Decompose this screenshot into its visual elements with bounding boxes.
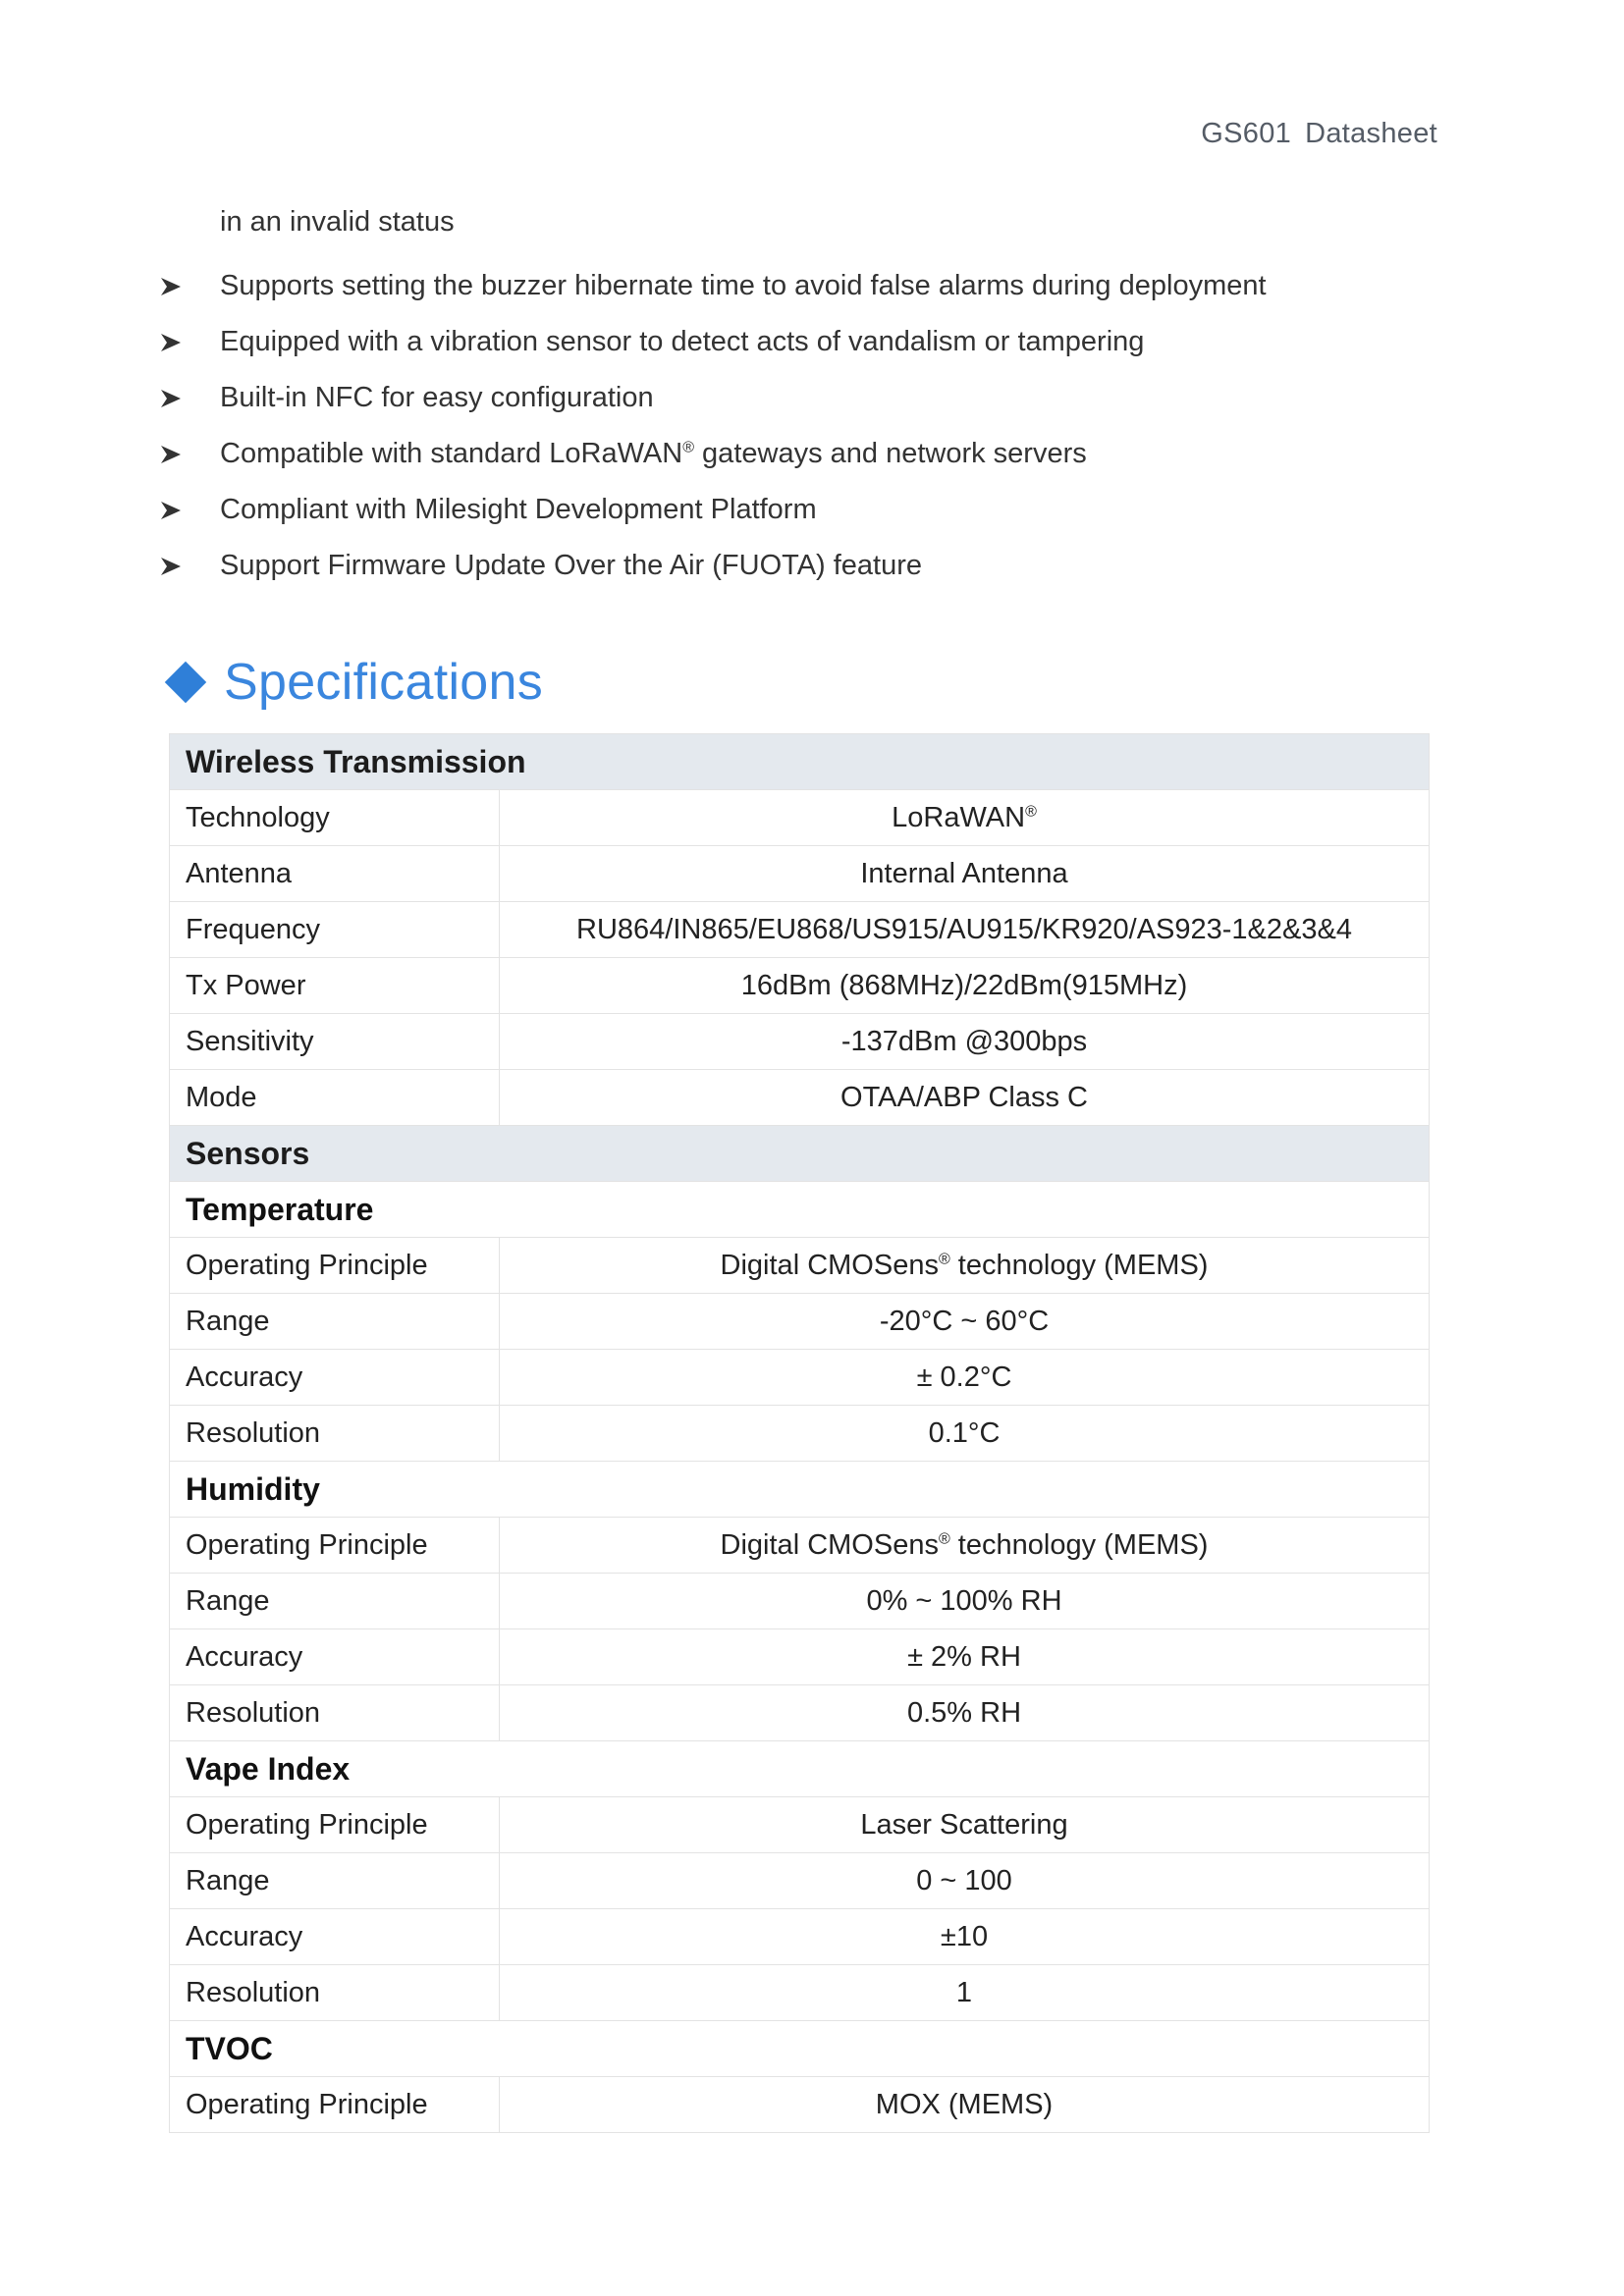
spec-label: Frequency [170, 902, 500, 958]
spec-value: 1 [500, 1965, 1430, 2021]
subgroup-row [170, 1182, 1430, 1238]
header-model: GS601 [1201, 118, 1292, 149]
table-row [170, 1014, 1430, 1070]
spec-label: Antenna [170, 846, 500, 902]
spec-value: -137dBm @300bps [500, 1014, 1430, 1070]
spec-value: Internal Antenna [500, 846, 1430, 902]
spec-value: MOX (MEMS) [500, 2077, 1430, 2133]
spec-value: ± 0.2°C [500, 1350, 1430, 1406]
spec-label: Mode [170, 1070, 500, 1126]
feature-item [160, 314, 1436, 370]
spec-label: Operating Principle [170, 1797, 500, 1853]
table-row [170, 1853, 1430, 1909]
feature-text: Support Firmware Update Over the Air (FUOTA) feature [220, 550, 923, 581]
spec-value: OTAA/ABP Class C [500, 1070, 1430, 1126]
group-row [170, 734, 1430, 790]
arrow-bullet-icon [160, 557, 220, 576]
feature-item [160, 538, 1436, 594]
diamond-bullet-icon [165, 662, 206, 703]
group-row [170, 1126, 1430, 1182]
spec-value: RU864/IN865/EU868/US915/AU915/KR920/AS923-1&2&3&4 [500, 902, 1430, 958]
spec-value: 16dBm (868MHz)/22dBm(915MHz) [500, 958, 1430, 1014]
spec-value: Digital CMOSens® technology (MEMS) [500, 1518, 1430, 1574]
spec-value: 0% ~ 100% RH [500, 1574, 1430, 1629]
subgroup-row [170, 1741, 1430, 1797]
spec-label: Range [170, 1853, 500, 1909]
arrow-bullet-icon [160, 389, 220, 408]
table-row [170, 902, 1430, 958]
registered-mark: ® [682, 439, 694, 456]
section-title: Specifications [224, 654, 544, 711]
arrow-bullet-icon [160, 501, 220, 520]
table-row [170, 1909, 1430, 1965]
arrow-bullet-icon [160, 445, 220, 464]
spec-label: Technology [170, 790, 500, 846]
spec-value: -20°C ~ 60°C [500, 1294, 1430, 1350]
spec-label: Operating Principle [170, 2077, 500, 2133]
spec-label: Resolution [170, 1685, 500, 1741]
spec-value: 0 ~ 100 [500, 1853, 1430, 1909]
spec-label: Resolution [170, 1965, 500, 2021]
subgroup-title: Temperature [170, 1182, 1430, 1238]
table-row [170, 846, 1430, 902]
feature-text: Supports setting the buzzer hibernate time to avoid false alarms during deployment [220, 270, 1267, 301]
table-row [170, 790, 1430, 846]
feature-continuation: in an invalid status [220, 206, 455, 238]
table-row [170, 1965, 1430, 2021]
subgroup-row [170, 1462, 1430, 1518]
feature-item [160, 426, 1436, 482]
section-heading [165, 653, 543, 712]
spec-value: Digital CMOSens® technology (MEMS) [500, 1238, 1430, 1294]
spec-label: Tx Power [170, 958, 500, 1014]
table-row [170, 1350, 1430, 1406]
registered-mark: ® [938, 1250, 950, 1267]
spec-label: Operating Principle [170, 1518, 500, 1574]
group-title: Wireless Transmission [170, 734, 1430, 790]
spec-label: Range [170, 1574, 500, 1629]
header-doc-type: Datasheet [1305, 118, 1437, 149]
registered-mark: ® [938, 1529, 950, 1547]
spec-label: Accuracy [170, 1629, 500, 1685]
table-row [170, 958, 1430, 1014]
table-row [170, 1685, 1430, 1741]
feature-text: Compatible with standard LoRaWAN® gateways and network servers [220, 438, 1087, 469]
subgroup-title: TVOC [170, 2021, 1430, 2077]
table-row [170, 2077, 1430, 2133]
table-row [170, 1574, 1430, 1629]
subgroup-title: Humidity [170, 1462, 1430, 1518]
table-row [170, 1629, 1430, 1685]
arrow-bullet-icon [160, 277, 220, 296]
subgroup-title: Vape Index [170, 1741, 1430, 1797]
table-row [170, 1294, 1430, 1350]
table-row [170, 1238, 1430, 1294]
spec-value: 0.1°C [500, 1406, 1430, 1462]
spec-label: Accuracy [170, 1350, 500, 1406]
feature-text: Equipped with a vibration sensor to detect acts of vandalism or tampering [220, 326, 1145, 357]
subgroup-row [170, 2021, 1430, 2077]
spec-value: 0.5% RH [500, 1685, 1430, 1741]
table-row [170, 1406, 1430, 1462]
spec-value: LoRaWAN® [500, 790, 1430, 846]
group-title: Sensors [170, 1126, 1430, 1182]
feature-item [160, 258, 1436, 314]
spec-value: ± 2% RH [500, 1629, 1430, 1685]
spec-label: Sensitivity [170, 1014, 500, 1070]
spec-label: Operating Principle [170, 1238, 500, 1294]
spec-label: Resolution [170, 1406, 500, 1462]
table-row [170, 1518, 1430, 1574]
spec-table [169, 733, 1430, 2133]
spec-label: Range [170, 1294, 500, 1350]
feature-item [160, 370, 1436, 426]
arrow-bullet-icon [160, 333, 220, 352]
spec-value: Laser Scattering [500, 1797, 1430, 1853]
feature-text: Built-in NFC for easy configuration [220, 382, 654, 413]
page-header [1201, 118, 1437, 150]
table-row [170, 1797, 1430, 1853]
feature-text: Compliant with Milesight Development Platform [220, 494, 817, 525]
table-row [170, 1070, 1430, 1126]
feature-list [160, 202, 1436, 594]
feature-item [160, 482, 1436, 538]
spec-label: Accuracy [170, 1909, 500, 1965]
spec-value: ±10 [500, 1909, 1430, 1965]
registered-mark: ® [1025, 802, 1037, 820]
